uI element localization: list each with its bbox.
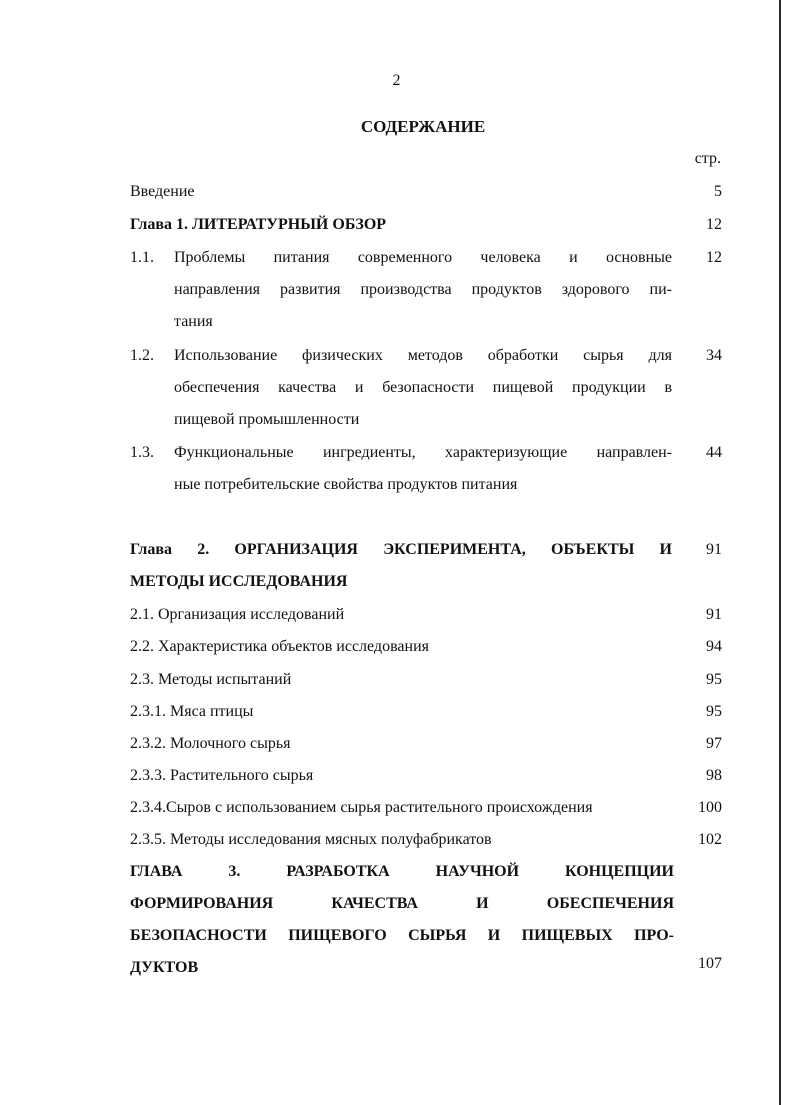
toc-entry-line: ФОРМИРОВАНИЯ КАЧЕСТВА И ОБЕСПЕЧЕНИЯ <box>130 895 674 912</box>
toc-entry-line: тания <box>174 313 213 330</box>
toc-entry-text: 2.3.3. Растительного сырья <box>130 767 314 784</box>
toc-entry-line: МЕТОДЫ ИССЛЕДОВАНИЯ <box>130 573 348 590</box>
toc-entry-line: ДУКТОВ <box>130 959 199 976</box>
toc-entry-text: 2.3.5. Методы исследования мясных полуфабрикатов <box>130 831 492 848</box>
toc-entry-line: Функциональные ингредиенты, характеризующие направлен- <box>174 444 672 461</box>
toc-entry-line: ные потребительские свойства продуктов питания <box>174 476 518 493</box>
toc-entry-line: обеспечения качества и безопасности пищевой продукции в <box>174 379 672 396</box>
toc-entry-page: 34 <box>706 347 722 364</box>
toc-entry-page: 107 <box>698 955 722 972</box>
toc-entry-chapter-3[interactable] <box>130 856 674 984</box>
toc-entry-line: ГЛАВА 3. РАЗРАБОТКА НАУЧНОЙ КОНЦЕПЦИИ <box>130 863 674 880</box>
toc-entry-text: 2.1. Организация исследований <box>130 606 345 623</box>
toc-entry-chapter-1[interactable] <box>130 209 722 241</box>
toc-entry-1-2[interactable] <box>130 340 722 436</box>
toc-entry-line: пищевой промышленности <box>174 411 360 428</box>
toc-entry-text: Глава 1. ЛИТЕРАТУРНЫЙ ОБЗОР <box>130 216 387 233</box>
toc-entry-2-3-3[interactable] <box>130 760 722 792</box>
toc-entry-chapter-2[interactable] <box>130 534 722 598</box>
toc-entry-page: 12 <box>706 249 722 266</box>
toc-entry-page: 97 <box>706 735 722 752</box>
toc-entry-2-2[interactable] <box>130 631 722 663</box>
toc-entry-1-3[interactable] <box>130 437 722 501</box>
toc-entry-line: Глава 2. ОРГАНИЗАЦИЯ ЭКСПЕРИМЕНТА, ОБЪЕКТЫ И <box>130 541 672 558</box>
page-edge-line <box>779 0 781 1105</box>
toc-title: СОДЕРЖАНИЕ <box>360 117 486 136</box>
toc-entry-text: 2.3.1. Мяса птицы <box>130 703 254 720</box>
toc-entry-line: направления развития производства продуктов здорового пи- <box>174 281 672 298</box>
toc-entry-2-3-4[interactable] <box>130 792 722 824</box>
toc-entry-2-3[interactable] <box>130 664 722 696</box>
toc-entry-page: 100 <box>698 799 722 816</box>
toc-entry-introduction[interactable] <box>130 176 722 208</box>
page-number: 2 <box>392 72 401 89</box>
toc-entry-number: 1.1. <box>130 249 154 266</box>
toc-entry-page: 98 <box>706 767 722 784</box>
toc-entry-text: Введение <box>130 183 195 200</box>
toc-entry-line: БЕЗОПАСНОСТИ ПИЩЕВОГО СЫРЬЯ И ПИЩЕВЫХ ПРО- <box>130 927 674 944</box>
toc-entry-page: 12 <box>706 216 722 233</box>
toc-entry-2-1[interactable] <box>130 599 722 631</box>
toc-entry-text: 2.3.2. Молочного сырья <box>130 735 291 752</box>
toc-entry-text: 2.2. Характеристика объектов исследования <box>130 638 429 655</box>
toc-entry-2-3-2[interactable] <box>130 728 722 760</box>
page-column-label: стр. <box>694 150 721 167</box>
toc-entry-text: 2.3.4.Сыров с использованием сырья растительного происхождения <box>130 799 593 816</box>
toc-entry-page: 102 <box>698 831 722 848</box>
toc-entry-page: 5 <box>714 183 722 200</box>
toc-entry-line: Использование физических методов обработки сырья для <box>174 347 672 364</box>
toc-entry-page: 44 <box>706 444 722 461</box>
toc-entry-line: Проблемы питания современного человека и основные <box>174 249 672 266</box>
toc-entry-2-3-5[interactable] <box>130 824 722 856</box>
toc-entry-2-3-1[interactable] <box>130 696 722 728</box>
toc-entry-1-1[interactable] <box>130 242 722 338</box>
toc-entry-text: 2.3. Методы испытаний <box>130 671 292 688</box>
toc-entry-page: 91 <box>706 606 722 623</box>
toc-entry-page: 95 <box>706 671 722 688</box>
toc-entry-number: 1.3. <box>130 444 154 461</box>
toc-entry-page: 94 <box>706 638 722 655</box>
toc-entry-page: 95 <box>706 703 722 720</box>
toc-entry-number: 1.2. <box>130 347 154 364</box>
toc-entry-page: 91 <box>706 541 722 558</box>
